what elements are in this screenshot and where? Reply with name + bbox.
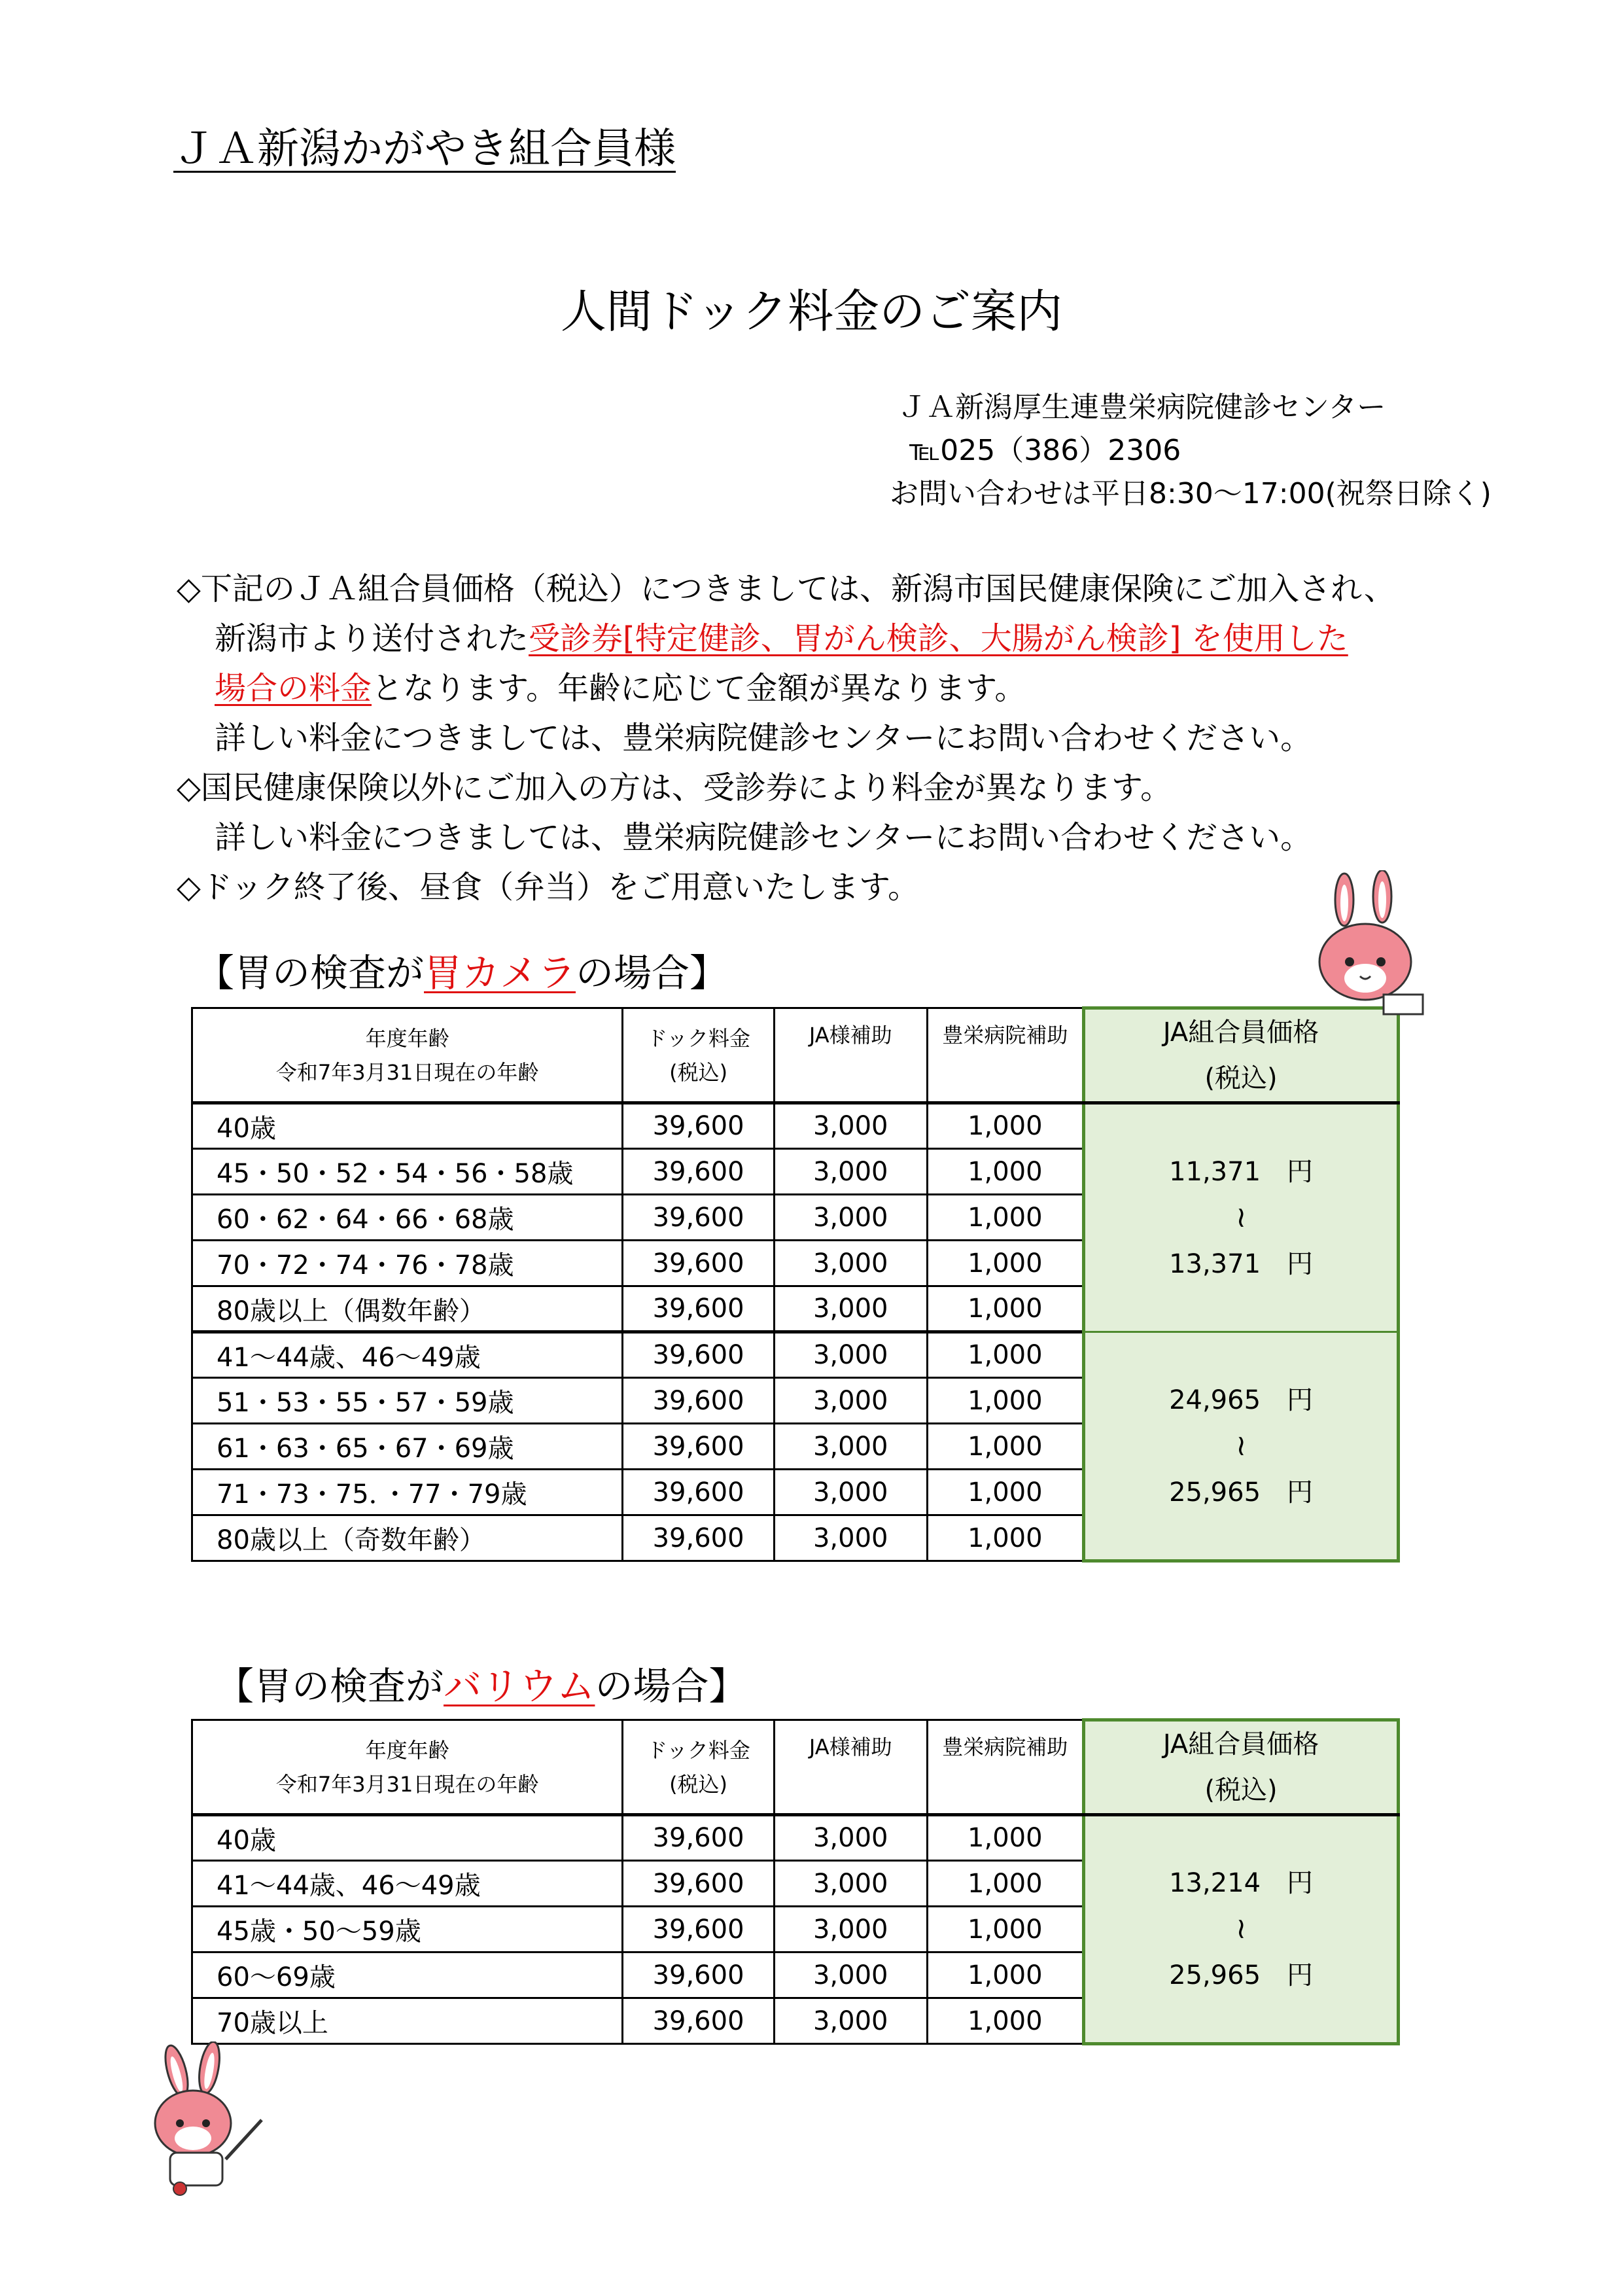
section-title-barium xyxy=(216,1655,746,1710)
age-cell: 41～44歳、46～49歳 xyxy=(192,1332,623,1378)
dock-fee-cell: 39,600 xyxy=(623,1861,775,1907)
section-suffix: の場合】 xyxy=(576,951,728,995)
ja-subsidy-cell: 3,000 xyxy=(774,1907,927,1952)
header-dock-fee: ドック料金 (税込) xyxy=(623,1008,775,1103)
age-cell: 70・72・74・76・78歳 xyxy=(192,1241,623,1286)
ja-subsidy-cell: 3,000 xyxy=(774,1998,927,2044)
hospital-subsidy-cell: 1,000 xyxy=(927,1195,1084,1241)
fee-table-barium xyxy=(191,1718,1400,2045)
age-cell: 45歳・50～59歳 xyxy=(192,1907,623,1952)
hospital-subsidy-cell: 1,000 xyxy=(927,1998,1084,2044)
age-cell: 80歳以上（偶数年齢） xyxy=(192,1286,623,1332)
ja-subsidy-cell: 3,000 xyxy=(774,1149,927,1195)
hospital-subsidy-cell: 1,000 xyxy=(927,1907,1084,1952)
section-prefix: 【胃の検査が xyxy=(216,1664,444,1708)
hospital-subsidy-cell: 1,000 xyxy=(927,1424,1084,1470)
note-line: 詳しい料金につきましては、豊栄病院健診センターにお問い合わせください。 xyxy=(215,720,1312,756)
dock-fee-cell: 39,600 xyxy=(623,1952,775,1998)
header-age: 年度年齢 令和7年3月31日現在の年齢 xyxy=(192,1008,623,1103)
note-highlight: 受診券[特定健診、胃がん検診、大腸がん検診] を使用した xyxy=(529,620,1348,657)
header-member-price: JA組合員価格 (税込) xyxy=(1084,1008,1399,1103)
member-price-range xyxy=(1084,1815,1399,2044)
header-age: 年度年齢 令和7年3月31日現在の年齢 xyxy=(192,1720,623,1815)
rabbit-mascot-illustration xyxy=(141,2041,278,2199)
note-line: 詳しい料金につきましては、豊栄病院健診センターにお問い合わせください。 xyxy=(215,819,1312,856)
ja-subsidy-cell: 3,000 xyxy=(774,1195,927,1241)
note-line xyxy=(177,614,1485,663)
dock-fee-cell: 39,600 xyxy=(623,1241,775,1286)
hospital-subsidy-cell: 1,000 xyxy=(927,1815,1084,1861)
dock-fee-cell: 39,600 xyxy=(623,1424,775,1470)
ja-subsidy-cell: 3,000 xyxy=(774,1470,927,1515)
ja-subsidy-cell: 3,000 xyxy=(774,1241,927,1286)
age-cell: 60・62・64・66・68歳 xyxy=(192,1195,623,1241)
age-cell: 51・53・55・57・59歳 xyxy=(192,1378,623,1424)
header-member-price: JA組合員価格 (税込) xyxy=(1084,1720,1399,1815)
header-ja-subsidy: JA様補助 xyxy=(774,1008,927,1103)
rabbit-mascot-illustration xyxy=(1305,870,1429,1021)
table-row xyxy=(192,1103,1399,1149)
header-dock-fee: ドック料金 (税込) xyxy=(623,1720,775,1815)
age-cell: 80歳以上（奇数年齢） xyxy=(192,1515,623,1561)
hospital-subsidy-cell: 1,000 xyxy=(927,1286,1084,1332)
ja-subsidy-cell: 3,000 xyxy=(774,1286,927,1332)
ja-subsidy-cell: 3,000 xyxy=(774,1815,927,1861)
range-separator: ~ xyxy=(1225,1205,1259,1229)
hospital-subsidy-cell: 1,000 xyxy=(927,1952,1084,1998)
dock-fee-cell: 39,600 xyxy=(623,1195,775,1241)
age-cell: 40歳 xyxy=(192,1815,623,1861)
age-cell: 40歳 xyxy=(192,1103,623,1149)
price-low: 11,371 円 xyxy=(1169,1156,1314,1187)
header-hospital-subsidy: 豊栄病院補助 xyxy=(927,1008,1084,1103)
contact-org: ＪＡ新潟厚生連豊栄病院健診センター xyxy=(898,391,1386,424)
member-price-range xyxy=(1084,1103,1399,1332)
note-text: となります。年齢に応じて金額が異なります。 xyxy=(372,670,1026,707)
age-cell: 71・73・75．・77・79歳 xyxy=(192,1470,623,1515)
range-separator: ~ xyxy=(1225,1916,1259,1941)
section-title-camera xyxy=(196,942,727,997)
contact-block xyxy=(890,386,1492,516)
section-highlight: バリウム xyxy=(444,1664,595,1708)
ja-subsidy-cell: 3,000 xyxy=(774,1952,927,1998)
page-title: 人間ドック料金のご案内 xyxy=(560,285,1063,338)
contact-hours: お問い合わせは平日8:30～17:00(祝祭日除く) xyxy=(890,477,1492,510)
dock-fee-cell: 39,600 xyxy=(623,1998,775,2044)
price-high: 25,965 円 xyxy=(1169,1477,1314,1508)
fee-table-camera xyxy=(191,1006,1400,1563)
price-high: 25,965 円 xyxy=(1169,1960,1314,1990)
dock-fee-cell: 39,600 xyxy=(623,1378,775,1424)
ja-subsidy-cell: 3,000 xyxy=(774,1861,927,1907)
dock-fee-cell: 39,600 xyxy=(623,1907,775,1952)
note-line: ◇下記のＪＡ組合員価格（税込）につきましては、新潟市国民健康保険にご加入され、 xyxy=(177,571,1395,607)
dock-fee-cell: 39,600 xyxy=(623,1815,775,1861)
table-row xyxy=(192,1815,1399,1861)
hospital-subsidy-cell: 1,000 xyxy=(927,1149,1084,1195)
range-separator: ~ xyxy=(1225,1434,1259,1458)
hospital-subsidy-cell: 1,000 xyxy=(927,1470,1084,1515)
price-low: 13,214 円 xyxy=(1169,1868,1314,1898)
age-cell: 41～44歳、46～49歳 xyxy=(192,1861,623,1907)
dock-fee-cell: 39,600 xyxy=(623,1470,775,1515)
header-ja-subsidy: JA様補助 xyxy=(774,1720,927,1815)
note-text: 新潟市より送付された xyxy=(215,620,529,657)
note-line: ◇国民健康保険以外にご加入の方は、受診券により料金が異なります。 xyxy=(177,769,1172,806)
age-cell: 45・50・52・54・56・58歳 xyxy=(192,1149,623,1195)
hospital-subsidy-cell: 1,000 xyxy=(927,1861,1084,1907)
section-suffix: の場合】 xyxy=(595,1664,747,1708)
addressee: ＪＡ新潟かがやき組合員様 xyxy=(173,125,676,173)
hospital-subsidy-cell: 1,000 xyxy=(927,1378,1084,1424)
note-line xyxy=(177,663,1485,713)
ja-subsidy-cell: 3,000 xyxy=(774,1103,927,1149)
note-highlight: 場合の料金 xyxy=(215,670,372,707)
hospital-subsidy-cell: 1,000 xyxy=(927,1103,1084,1149)
section-prefix: 【胃の検査が xyxy=(196,951,425,995)
hospital-subsidy-cell: 1,000 xyxy=(927,1332,1084,1378)
hospital-subsidy-cell: 1,000 xyxy=(927,1241,1084,1286)
section-highlight: 胃カメラ xyxy=(424,951,576,995)
contact-tel: ℡025（386）2306 xyxy=(909,434,1181,467)
dock-fee-cell: 39,600 xyxy=(623,1103,775,1149)
ja-subsidy-cell: 3,000 xyxy=(774,1332,927,1378)
dock-fee-cell: 39,600 xyxy=(623,1332,775,1378)
notes xyxy=(177,564,1485,912)
header-hospital-subsidy: 豊栄病院補助 xyxy=(927,1720,1084,1815)
ja-subsidy-cell: 3,000 xyxy=(774,1515,927,1561)
note-line: ◇ドック終了後、昼食（弁当）をご用意いたします。 xyxy=(177,869,920,906)
price-high: 13,371 円 xyxy=(1169,1248,1314,1279)
age-cell: 60～69歳 xyxy=(192,1952,623,1998)
member-price-range xyxy=(1084,1332,1399,1561)
dock-fee-cell: 39,600 xyxy=(623,1286,775,1332)
ja-subsidy-cell: 3,000 xyxy=(774,1424,927,1470)
hospital-subsidy-cell: 1,000 xyxy=(927,1515,1084,1561)
table-row xyxy=(192,1332,1399,1378)
dock-fee-cell: 39,600 xyxy=(623,1515,775,1561)
price-low: 24,965 円 xyxy=(1169,1385,1314,1415)
age-cell: 61・63・65・67・69歳 xyxy=(192,1424,623,1470)
ja-subsidy-cell: 3,000 xyxy=(774,1378,927,1424)
dock-fee-cell: 39,600 xyxy=(623,1149,775,1195)
age-cell: 70歳以上 xyxy=(192,1998,623,2044)
